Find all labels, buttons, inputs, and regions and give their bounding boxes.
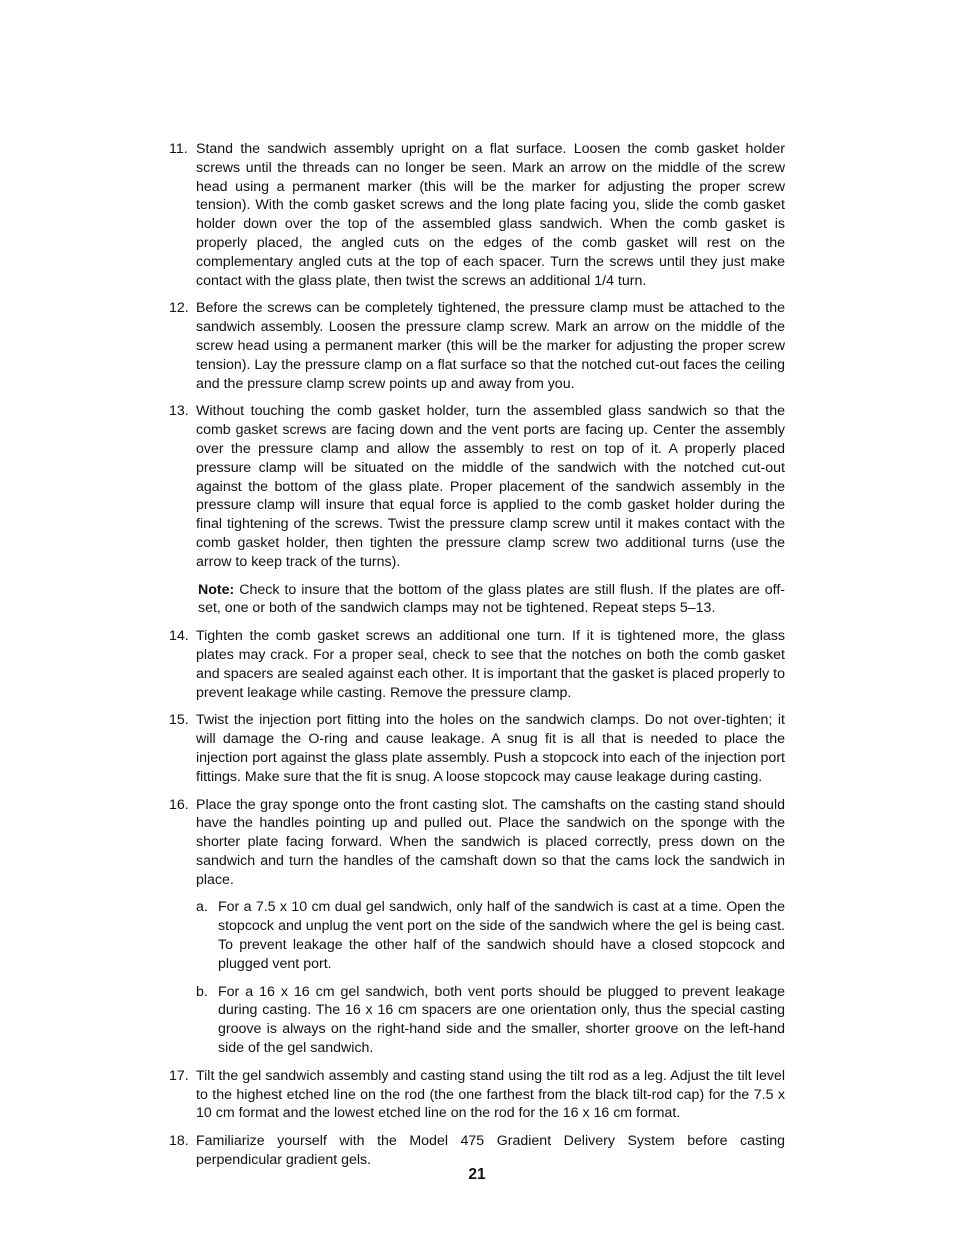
note-text: Check to insure that the bottom of the glass plates are still flush. If the plates are off-set, one or both of the sandwich clamps may not be tightened. Repeat steps 5–13. <box>198 581 785 617</box>
step-text: Place the gray sponge onto the front casting slot. The camshafts on the casting stand should have the handles pointing up and pulled out. Place the sandwich on the sponge with the shorter plate facing forward. When the sandwich is placed correctly, press down on the sandwich and turn the handles of the camshaft down so that the cams lock the sandwich in place. <box>196 796 785 888</box>
page-body <box>169 140 785 1179</box>
page-number: 21 <box>468 1166 486 1183</box>
step-text: Familiarize yourself with the Model 475 Gradient Delivery System before casting perpendicular gradient gels. <box>196 1133 785 1169</box>
step-text: Twist the injection port fitting into the holes on the sandwich clamps. Do not over-tighten; it will damage the O-ring and cause leakage. A snug fit is all that is needed to place the injection port against the glass plate assembly. Push a stopcock into each of the injection port fittings. Make sure that the fit is snug. A loose stopcock may cause leakage during casting. <box>196 712 785 785</box>
step-text: Without touching the comb gasket holder, turn the assembled glass sandwich so that the comb gasket screws are facing down and the vent ports are facing up. Center the assembly over the pressure clamp and allow the assembly to rest on top of it. A properly placed pressure clamp will be situated on the middle of the sandwich with the notched cut-out against the bottom of the glass plate. Proper placement of the sandwich assembly in the pressure clamp will insure that equal force is applied to the comb gasket holder during the final tightening of the screws. Twist the pressure clamp screw until it makes contact with the comb gasket holder, then tighten the pressure clamp screw two additional turns (use the arrow to keep track of the turns). <box>196 403 785 570</box>
note <box>169 581 785 619</box>
step-14 <box>169 627 785 702</box>
step-number: 15. <box>169 712 189 729</box>
step-12 <box>169 299 785 393</box>
step-18 <box>169 1132 785 1170</box>
step-16 <box>169 796 785 890</box>
note-label: Note: <box>198 581 235 598</box>
step-number: 13. <box>169 403 189 420</box>
step-number: 17. <box>169 1067 189 1084</box>
step-text: Tighten the comb gasket screws an additional one turn. If it is tightened more, the glass plates may crack. For a proper seal, check to see that the notches on both the comb gasket and spacers are sealed against each other. It is important that the gasket is placed properly to prevent leakage while casting. Remove the pressure clamp. <box>196 628 785 701</box>
step-text: Stand the sandwich assembly upright on a flat surface. Loosen the comb gasket holder screws until the threads can no longer be seen. Mark an arrow on the middle of the screw head using a permanent marker (this will be the marker for adjusting the proper screw tension). With the comb gasket screws and the long plate facing you, slide the comb gasket holder down over the top of the assembled glass sandwich. When the comb gasket is properly placed, the angled cuts on the edges of the comb gasket will rest on the complementary angled cuts at the top of each spacer. Turn the screws until they just make contact with the glass plate, then twist the screws an additional 1/4 turn. <box>196 141 785 289</box>
step-11 <box>169 140 785 290</box>
step-number: 16. <box>169 796 189 813</box>
step-number: 18. <box>169 1133 189 1150</box>
step-13 <box>169 402 785 571</box>
step-text: Tilt the gel sandwich assembly and casting stand using the tilt rod as a leg. Adjust the tilt level to the highest etched line on the rod (the one farthest from the black tilt-rod cap) for the 7.5 x 10 cm format and the lowest etched line on the rod for the 16 x 16 cm format. <box>196 1067 785 1122</box>
substep-label: a. <box>196 899 208 916</box>
substep-b <box>169 983 785 1058</box>
step-text: Before the screws can be completely tightened, the pressure clamp must be attached to the sandwich assembly. Loosen the pressure clamp screw. Mark an arrow on the middle of the screw head using a permanent marker (this will be the marker for adjusting the proper screw tension). Lay the pressure clamp on a flat surface so that the notched cut-out faces the ceiling and the pressure clamp screw points up and away from you. <box>196 300 785 392</box>
step-15 <box>169 711 785 786</box>
step-number: 12. <box>169 300 189 317</box>
step-number: 11. <box>169 141 188 157</box>
substep-text: For a 7.5 x 10 cm dual gel sandwich, only half of the sandwich is cast at a time. Open the stopcock and unplug the vent port on the side of the sandwich where the gel is being cast. To prevent leakage the other half of the sandwich should have a closed stopcock and plugged vent port. <box>218 899 785 972</box>
step-17 <box>169 1067 785 1123</box>
step-number: 14. <box>169 628 189 645</box>
substep-label: b. <box>196 983 208 1000</box>
substep-text: For a 16 x 16 cm gel sandwich, both vent ports should be plugged to prevent leakage during casting. The 16 x 16 cm spacers are one orientation only, thus the special casting groove is always on the right-hand side and the smaller, shorter groove on the left-hand side of the gel sandwich. <box>218 983 785 1057</box>
substep-a <box>169 898 785 973</box>
